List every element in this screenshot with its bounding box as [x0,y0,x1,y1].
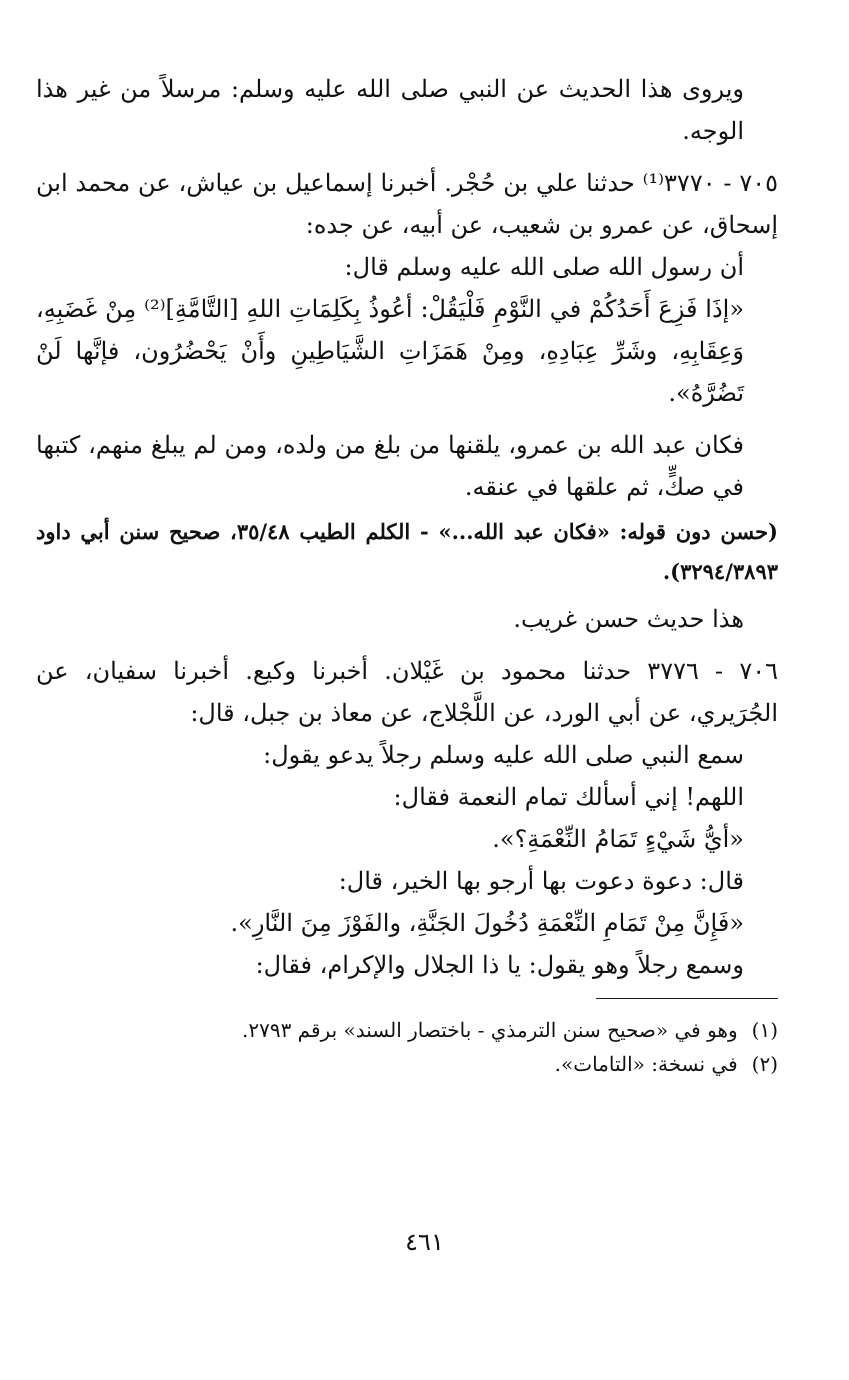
hadith-705-intro: أن رسول الله صلى الله عليه وسلم قال: [344,253,744,281]
footnote-text: في نسخة: «التامات». [554,1052,738,1076]
hadith-706-intro: سمع النبي صلى الله عليه وسلم رجلاً يدعو يقول: [263,741,744,769]
hadith-705-commentary: فكان عبد الله بن عمرو، يلقنها من بلغ من ولده، ومن لم يبلغ منهم، كتبها في صكٍّ، ثم علقها في عنقه. [36,431,744,501]
hadith-705-tirmidhi-ruling: هذا حديث حسن غريب. [513,605,744,633]
hadith-706-isnad: ٧٠٦ - ٣٧٧٦ حدثنا محمود بن غَيْلان. أخبرنا وكيع. أخبرنا سفيان، عن الجُرَيري، عن أبي الورد، عن اللَّجْلاج، عن معاذ بن جبل، قال: [36,657,778,727]
hadith-706-reply: قال: دعوة دعوت بها أرجو بها الخير، قال: [338,867,744,895]
hadith-705-isnad: ٧٠٥ - ٣٧٧٠⁽¹⁾ حدثنا علي بن حُجْر. أخبرنا إسماعيل بن عياش، عن محمد ابن إسحاق، عن عمرو بن شعيب، عن أبيه، عن جده: [36,169,778,239]
page-body [36,68,778,1081]
footnote-number: (٢) [751,1052,778,1076]
footnotes [36,1013,778,1081]
hadith-705-grading: (حسن دون قوله: «فكان عبد الله...» - الكلم الطيب ٣٥/٤٨، صحيح سنن أبي داود ٣٢٩٤/٣٨٩٣). [36,519,778,584]
paragraph-mursal-note: ويروى هذا الحديث عن النبي صلى الله عليه وسلم: مرسلاً من غير هذا الوجه. [36,75,744,145]
footnote-text: وهو في «صحيح سنن الترمذي - باختصار السند» برقم ٢٧٩٣. [241,1018,738,1042]
footnote-2 [36,1047,778,1081]
footnote-1 [36,1013,778,1047]
hadith-705-matn: «إذَا فَزِعَ أَحَدُكُمْ في النَّوْمِ فَلْيَقُلْ: أعُوذُ بِكَلِمَاتِ اللهِ [التَّامَّةِ]⁽²⁾ مِنْ غَضَبِهِ، وَعِقَابِهِ، وشَرِّ عِبَادِهِ، ومِنْ هَمَزَاتِ الشَّيَاطِينِ وأَنْ يَحْضُرُون، فإنَّها لَنْ تَضُرَّهُ». [36,295,745,407]
footnote-divider [596,998,778,999]
hadith-706-question: «أيُّ شَيْءٍ تَمَامُ النِّعْمَةِ؟». [492,825,744,853]
footnote-number: (١) [751,1018,778,1042]
hadith-706-answer: «فَإِنَّ مِنْ تَمَامِ النِّعْمَةِ دُخُولَ الجَنَّةِ، والفَوْزَ مِنَ النَّارِ». [230,909,744,937]
hadith-706-dua: اللهم! إني أسألك تمام النعمة فقال: [393,783,744,811]
page-number: ٤٦١ [405,1228,444,1256]
hadith-706-continuation: وسمع رجلاً وهو يقول: يا ذا الجلال والإكرام، فقال: [255,951,744,979]
